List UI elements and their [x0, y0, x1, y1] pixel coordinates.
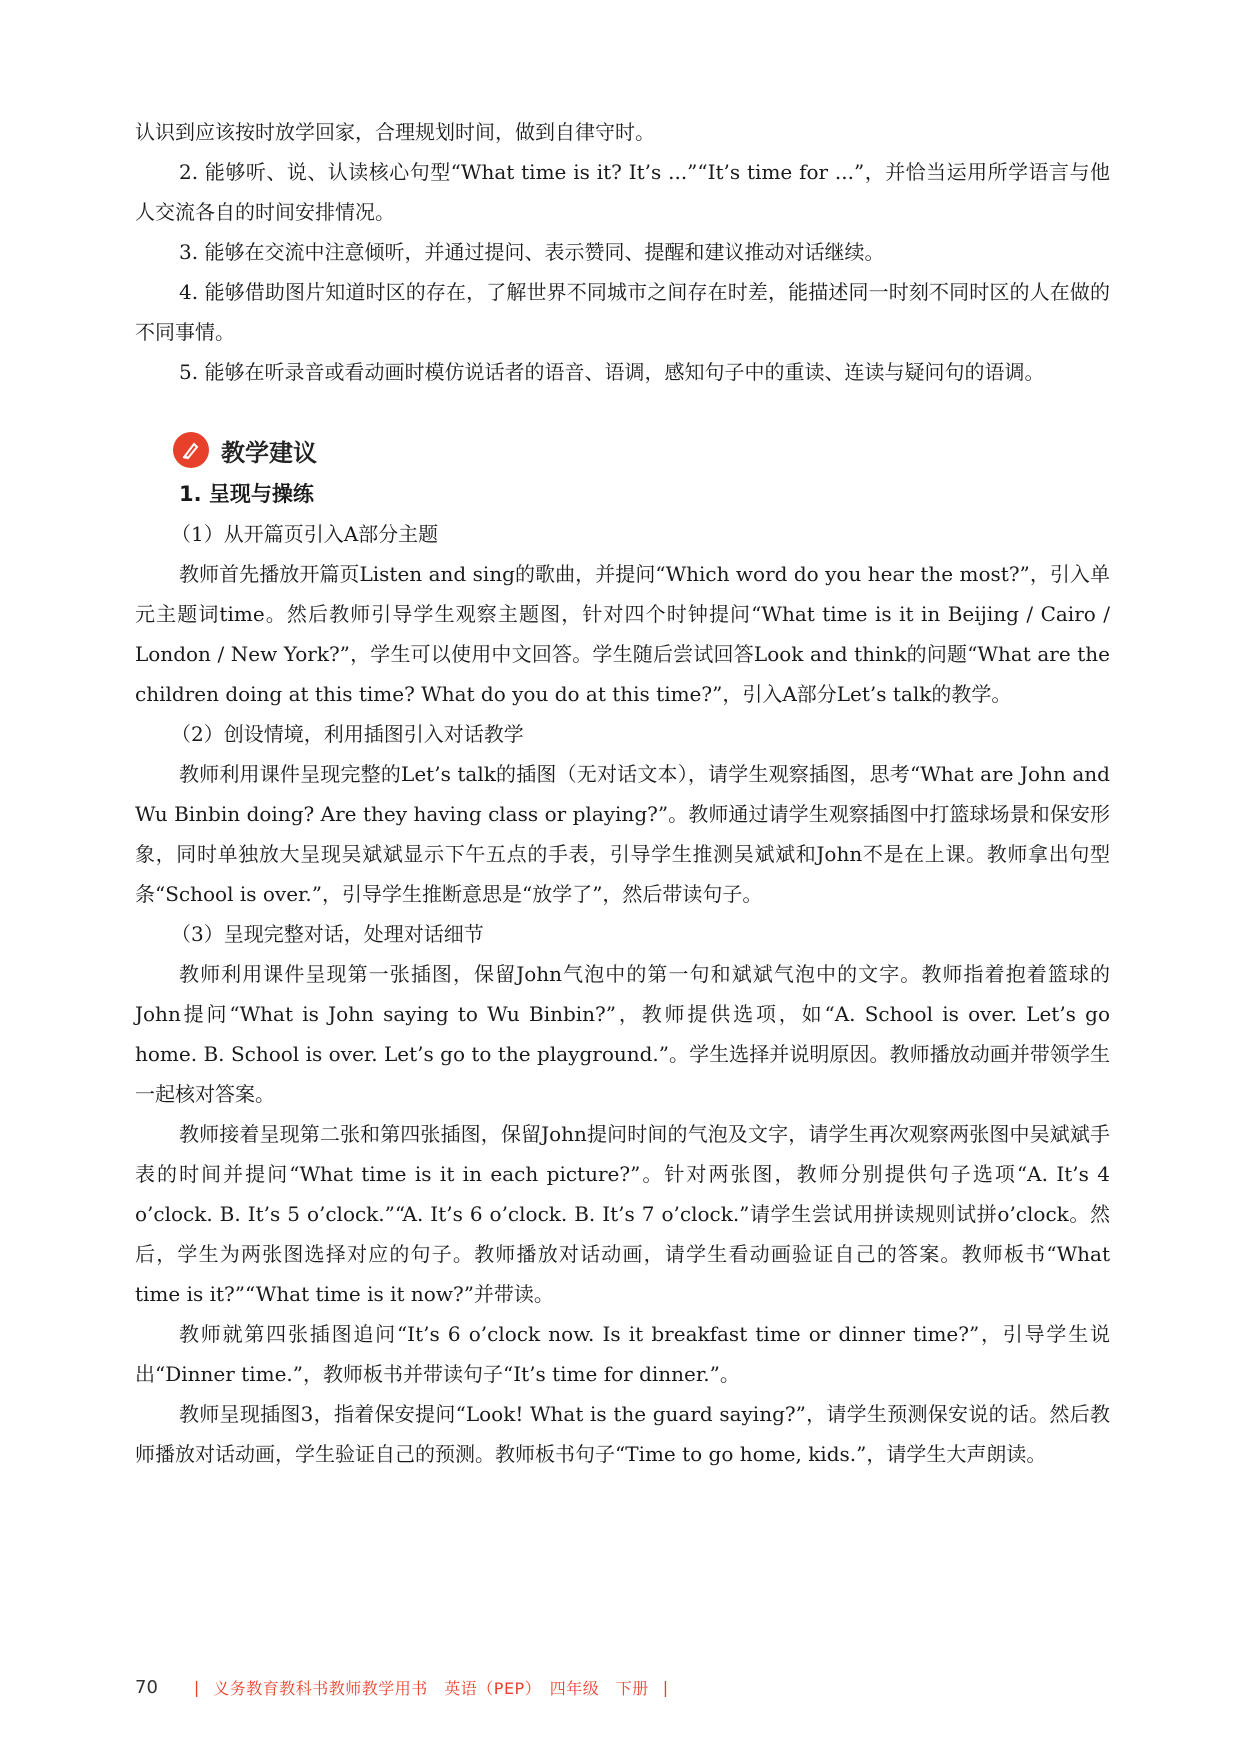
pen-icon [173, 432, 209, 468]
body-paragraph: 教师首先播放开篇页Listen and sing的歌曲，并提问“Which word do you hear the most?”，引入单元主题词time。然后教师引导学生观察主题图，针对四个时钟提问“What time is it in Beijing / Cairo / London / New York?”，学生可以使用中文回答。学生随后尝试回答Look and think的问题“What are the children doing at this time? What do you do at this time?”，引入A部分Let’s talk的教学。 [135, 562, 1110, 706]
body-paragraph: 教师利用课件呈现第一张插图，保留John气泡中的第一句和斌斌气泡中的文字。教师指着抱着篮球的John提问“What is John saying to Wu Binbin?”，教师提供选项，如“A. School is over. Let’s go home. B. School is over. Let’s go to the playground.”。学生选择并说明原因。教师播放动画并带领学生一起核对答案。 [135, 962, 1110, 1106]
footer-divider: | [662, 1678, 669, 1697]
footer-divider: | [193, 1678, 200, 1697]
page-number: 70 [135, 1677, 158, 1698]
objective-item: 3. 能够在交流中注意倾听，并通过提问、表示赞同、提醒和建议推动对话继续。 [179, 240, 885, 264]
part-heading: （1）从开篇页引入A部分主题 [171, 522, 439, 546]
intro-continuation: 认识到应该按时放学回家，合理规划时间，做到自律守时。 [135, 120, 655, 144]
section-header [173, 432, 1110, 468]
page-footer [135, 1676, 682, 1699]
part-heading: （2）创设情境，利用插图引入对话教学 [171, 722, 524, 746]
subsection-title: 1. 呈现与操练 [179, 482, 314, 506]
page-content [135, 112, 1110, 1474]
book-title: 义务教育教科书教师教学用书 英语（PEP） 四年级 下册 [213, 1679, 649, 1698]
objective-item: 5. 能够在听录音或看动画时模仿说话者的语音、语调，感知句子中的重读、连读与疑问句的语调。 [179, 360, 1045, 384]
section-title: 教学建议 [221, 438, 317, 467]
objective-item: 2. 能够听、说、认读核心句型“What time is it? It’s ...”“It’s time for ...”，并恰当运用所学语言与他人交流各自的时间安排情况。 [135, 160, 1110, 224]
objective-item: 4. 能够借助图片知道时区的存在，了解世界不同城市之间存在时差，能描述同一时刻不同时区的人在做的不同事情。 [135, 280, 1110, 344]
body-paragraph: 教师就第四张插图追问“It’s 6 o’clock now. Is it breakfast time or dinner time?”，引导学生说出“Dinner time.”，教师板书并带读句子“It’s time for dinner.”。 [135, 1322, 1110, 1386]
body-paragraph: 教师接着呈现第二张和第四张插图，保留John提问时间的气泡及文字，请学生再次观察两张图中吴斌斌手表的时间并提问“What time is it in each picture?”。针对两张图，教师分别提供句子选项“A. It’s 4 o’clock. B. It’s 5 o’clock.”“A. It’s 6 o’clock. B. It’s 7 o’clock.”请学生尝试用拼读规则试拼o’clock。然后，学生为两张图选择对应的句子。教师播放对话动画，请学生看动画验证自己的答案。教师板书“What time is it?”“What time is it now?”并带读。 [135, 1122, 1110, 1306]
body-paragraph: 教师利用课件呈现完整的Let’s talk的插图（无对话文本），请学生观察插图，思考“What are John and Wu Binbin doing? Are they having class or playing?”。教师通过请学生观察插图中打篮球场景和保安形象，同时单独放大呈现吴斌斌显示下午五点的手表，引导学生推测吴斌斌和John不是在上课。教师拿出句型条“School is over.”，引导学生推断意思是“放学了”，然后带读句子。 [135, 762, 1110, 906]
part-heading: （3）呈现完整对话，处理对话细节 [171, 922, 484, 946]
body-paragraph: 教师呈现插图3，指着保安提问“Look! What is the guard saying?”，请学生预测保安说的话。然后教师播放对话动画，学生验证自己的预测。教师板书句子“Time to go home, kids.”，请学生大声朗读。 [135, 1402, 1110, 1466]
